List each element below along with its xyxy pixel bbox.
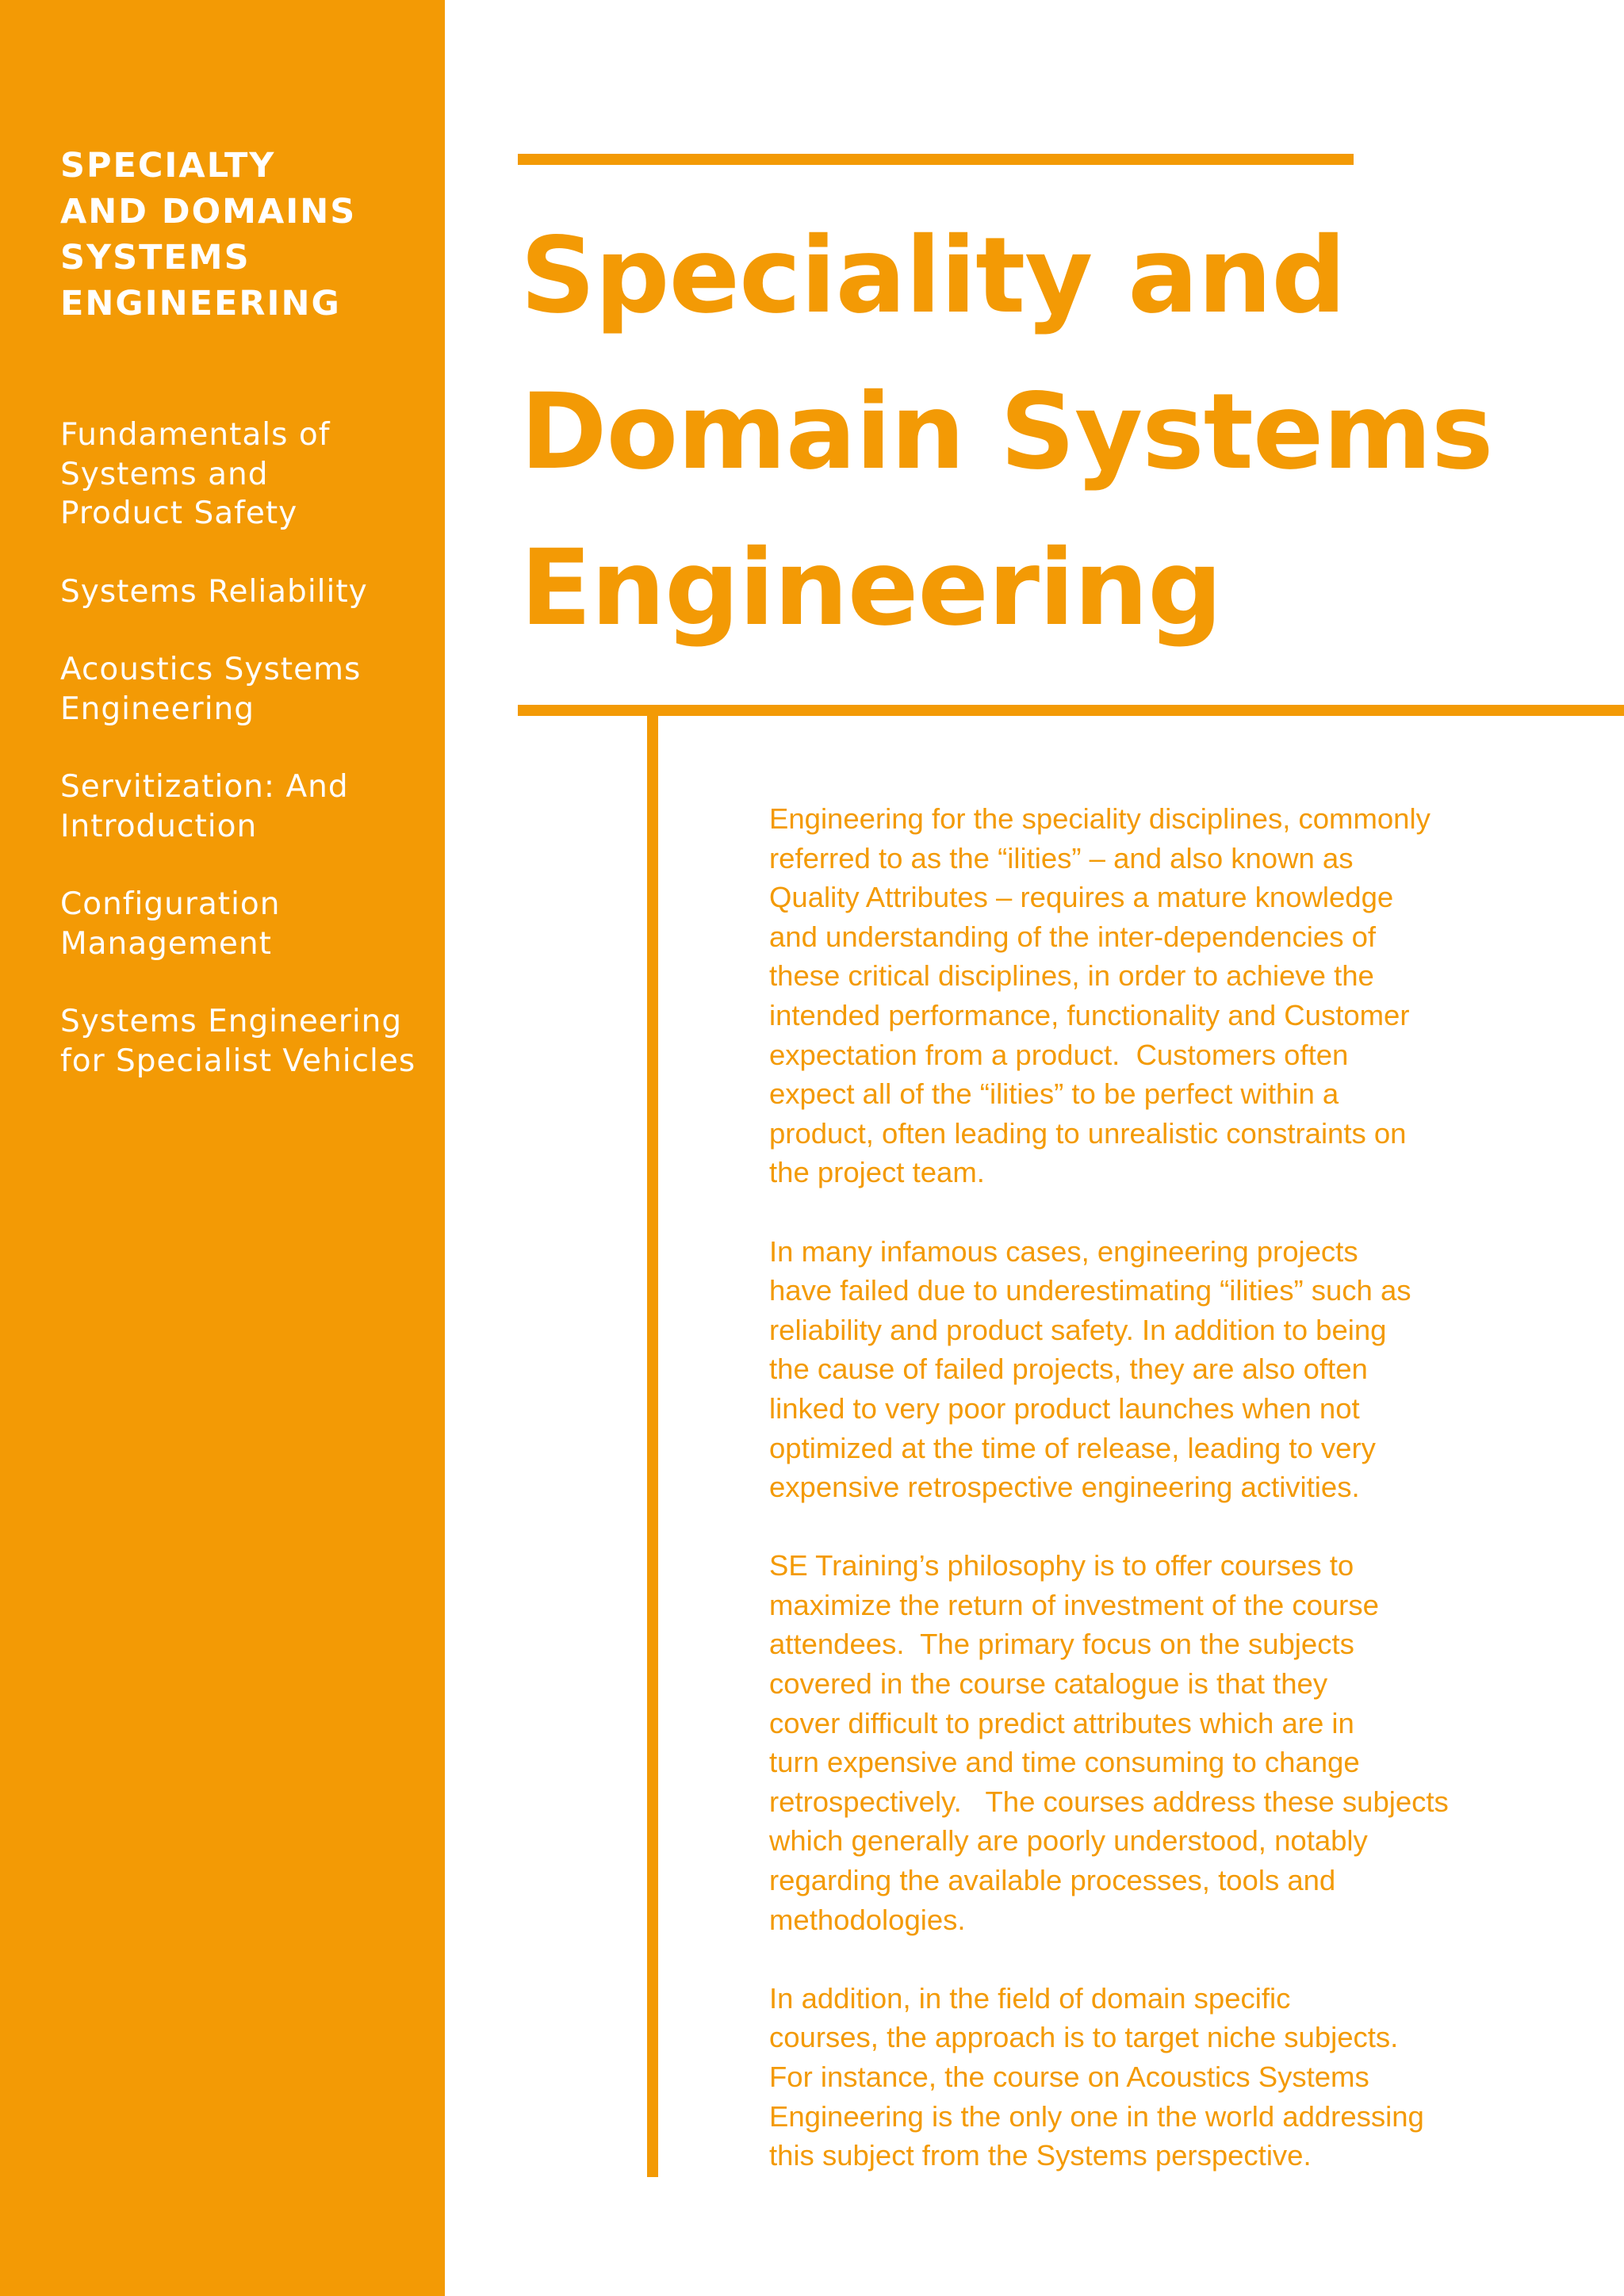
paragraph-line: covered in the course catalogue is that they bbox=[769, 1667, 1328, 1701]
sidebar-item-label: for Specialist Vehicles bbox=[60, 1043, 416, 1079]
paragraph-line: cover difficult to predict attributes which are in bbox=[769, 1706, 1354, 1739]
paragraph-line: attendees. The primary focus on the subjects bbox=[769, 1628, 1354, 1661]
sidebar-item-label: Introduction bbox=[60, 808, 258, 844]
sidebar-item-label: Systems Engineering bbox=[60, 1004, 403, 1039]
paragraph-line: have failed due to underestimating “ilities” such as bbox=[769, 1274, 1411, 1307]
paragraph-line: and understanding of the inter-dependencies of bbox=[769, 920, 1377, 953]
paragraph-line: For instance, the course on Acoustics Systems bbox=[769, 2061, 1369, 2093]
paragraph-line: intended performance, functionality and Customer bbox=[769, 998, 1410, 1031]
sidebar-heading-line: ENGINEERING bbox=[60, 284, 341, 323]
vertical-divider bbox=[647, 716, 658, 2177]
sidebar-heading-line: SPECIALTY bbox=[60, 146, 276, 186]
sidebar-item-servitization[interactable] bbox=[60, 767, 433, 846]
sidebar-heading-line: AND DOMAINS bbox=[60, 192, 357, 232]
sidebar-item-specialist-vehicles[interactable] bbox=[60, 1002, 433, 1081]
page-title-line: Domain Systems bbox=[520, 371, 1493, 493]
failures-paragraph bbox=[769, 1232, 1578, 1507]
paragraph-line: optimized at the time of release, leading to very bbox=[769, 1431, 1376, 1464]
sidebar-item-label: Servitization: And bbox=[60, 769, 349, 805]
page-title-line: Engineering bbox=[520, 527, 1222, 649]
sidebar-item-label: Systems and bbox=[60, 456, 269, 492]
sidebar-item-label: Fundamentals of bbox=[60, 417, 331, 453]
paragraph-line: these critical disciplines, in order to achieve the bbox=[769, 959, 1374, 993]
intro-paragraph bbox=[769, 799, 1578, 1192]
sidebar-item-configuration-management[interactable] bbox=[60, 885, 433, 963]
sidebar-item-label: Engineering bbox=[60, 691, 255, 727]
paragraph-line: which generally are poorly understood, notably bbox=[769, 1824, 1368, 1858]
paragraph-line: Quality Attributes – requires a mature knowledge bbox=[769, 881, 1394, 914]
paragraph-line: methodologies. bbox=[769, 1903, 966, 1936]
sidebar-heading bbox=[60, 143, 409, 327]
sidebar-item-label: Management bbox=[60, 925, 272, 962]
domain-courses-paragraph bbox=[769, 1979, 1578, 2175]
page-title-line: Speciality and bbox=[520, 215, 1346, 337]
philosophy-paragraph bbox=[769, 1546, 1578, 1939]
page-title bbox=[520, 198, 1614, 667]
sidebar-item-label: Product Safety bbox=[60, 496, 298, 531]
top-divider bbox=[518, 154, 1354, 165]
paragraph-line: expect all of the “ilities” to be perfect within a bbox=[769, 1077, 1339, 1111]
sidebar-nav bbox=[60, 415, 433, 1119]
paragraph-line: the cause of failed projects, they are also often bbox=[769, 1353, 1368, 1386]
paragraph-line: SE Training’s philosophy is to offer courses to bbox=[769, 1549, 1354, 1582]
paragraph-line: linked to very poor product launches when not bbox=[769, 1391, 1360, 1425]
paragraph-line: this subject from the Systems perspective. bbox=[769, 2139, 1312, 2172]
sidebar-item-label: Systems Reliability bbox=[60, 573, 368, 610]
sidebar-heading-line: SYSTEMS bbox=[60, 238, 251, 277]
paragraph-line: Engineering is the only one in the world addressing bbox=[769, 2099, 1424, 2133]
sidebar-item-acoustics-systems-engineering[interactable] bbox=[60, 650, 433, 729]
paragraph-line: referred to as the “ilities” – and also known as bbox=[769, 841, 1354, 874]
paragraph-line: expensive retrospective engineering activities. bbox=[769, 1471, 1360, 1504]
sidebar-item-label: Acoustics Systems bbox=[60, 652, 362, 687]
paragraph-line: expectation from a product. Customers often bbox=[769, 1038, 1349, 1071]
title-divider bbox=[518, 705, 1624, 716]
paragraph-line: reliability and product safety. In addition to being bbox=[769, 1313, 1387, 1346]
paragraph-line: Engineering for the speciality disciplines, commonly bbox=[769, 802, 1431, 835]
paragraph-line: product, often leading to unrealistic constraints on bbox=[769, 1116, 1407, 1150]
paragraph-line: retrospectively. The courses address these subjects bbox=[769, 1785, 1449, 1818]
paragraph-line: the project team. bbox=[769, 1156, 985, 1189]
sidebar bbox=[0, 0, 445, 2296]
sidebar-item-label: Configuration bbox=[60, 886, 281, 922]
main-content bbox=[769, 799, 1578, 2214]
paragraph-line: maximize the return of investment of the course bbox=[769, 1588, 1379, 1621]
paragraph-line: courses, the approach is to target niche subjects. bbox=[769, 2021, 1399, 2054]
paragraph-line: regarding the available processes, tools and bbox=[769, 1864, 1336, 1897]
sidebar-item-systems-reliability[interactable] bbox=[60, 572, 433, 612]
paragraph-line: In many infamous cases, engineering projects bbox=[769, 1234, 1358, 1268]
paragraph-line: turn expensive and time consuming to change bbox=[769, 1746, 1360, 1779]
paragraph-line: In addition, in the field of domain specific bbox=[769, 1981, 1291, 2015]
sidebar-item-fundamentals-of-safety[interactable] bbox=[60, 415, 433, 534]
